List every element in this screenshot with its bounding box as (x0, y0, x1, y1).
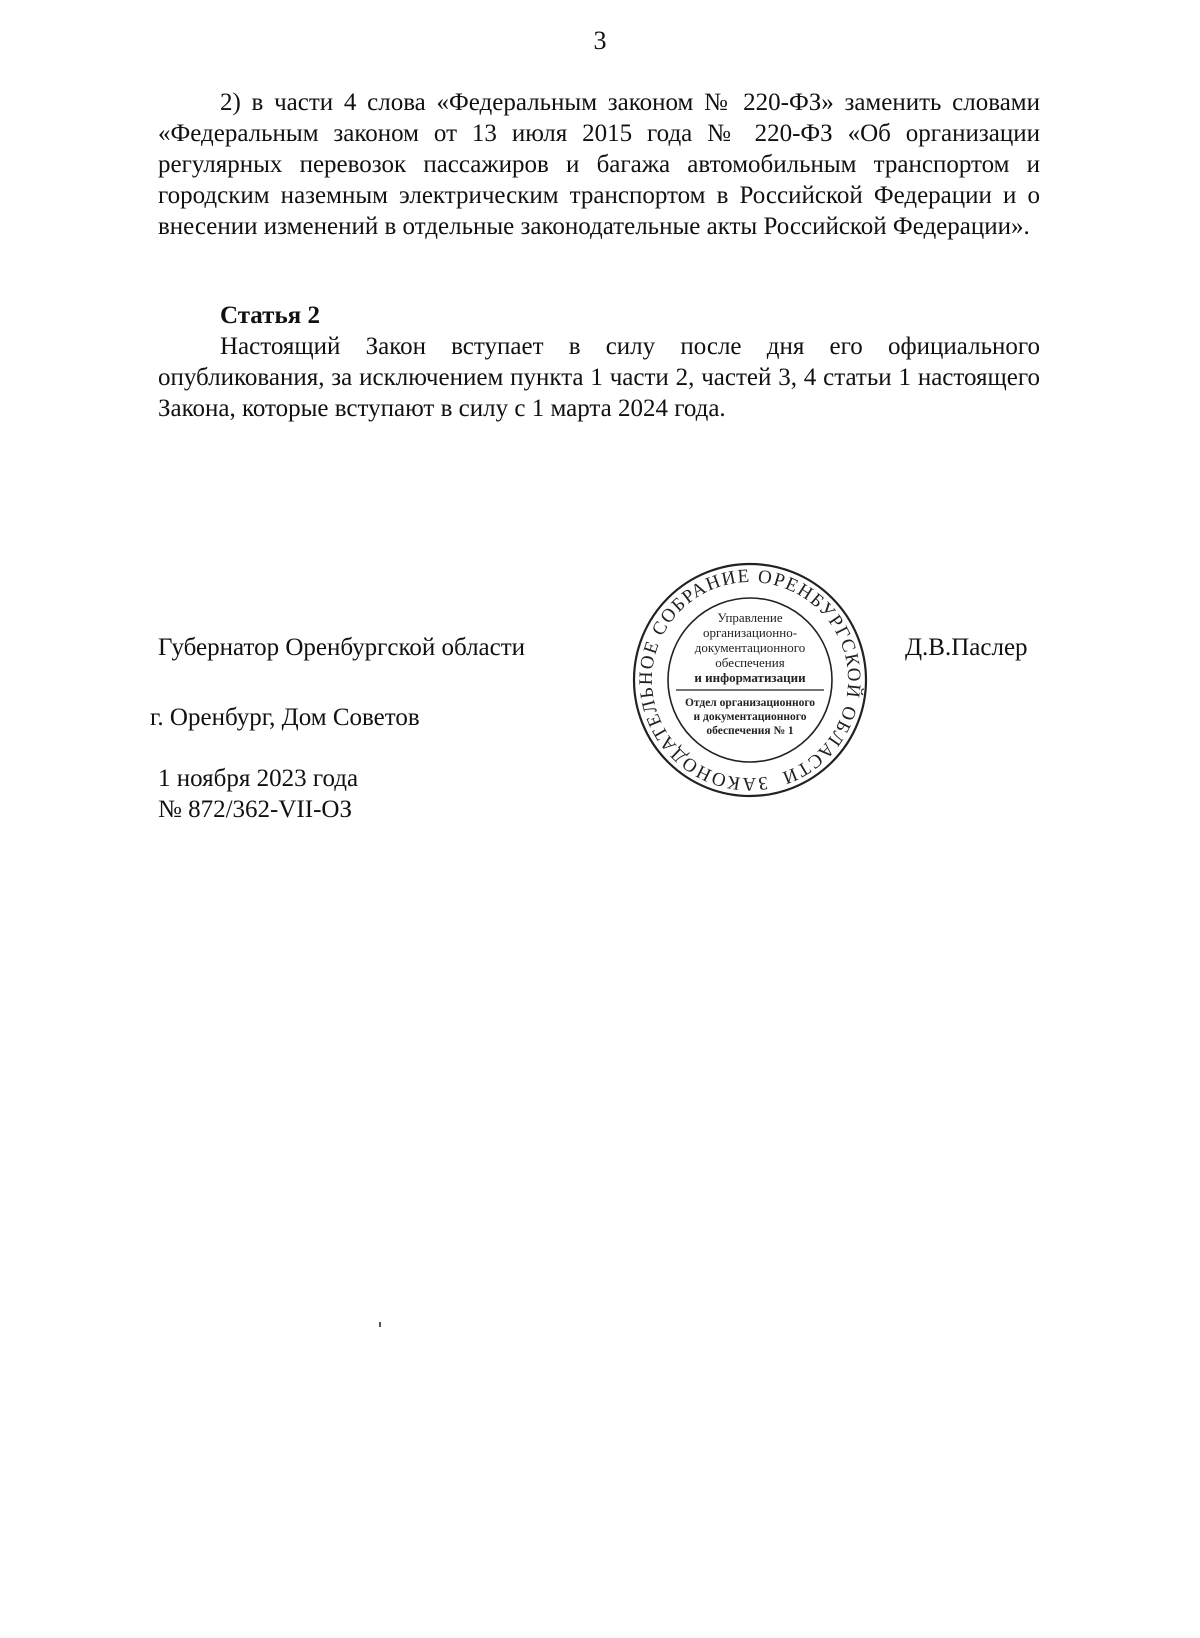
amendment-block (158, 87, 1040, 242)
article-title: Статья 2 (220, 302, 320, 329)
stamp-line-8: обеспечения № 1 (706, 725, 794, 737)
stamp-ring-text: ЗАКОНОДАТЕЛЬНОЕ СОБРАНИЕ ОРЕНБУРГСКОЙ ОБЛАСТИ (635, 565, 865, 795)
stamp-line-4: обеспечения (715, 655, 785, 670)
stamp-line-2: организационно- (702, 625, 798, 640)
signing-place: г. Оренбург, Дом Советов (150, 704, 420, 731)
stamp-line-3: документационного (694, 640, 806, 655)
page-number: 3 (593, 26, 607, 55)
scan-speck (379, 1322, 381, 1327)
stamp-line-1: Управление (717, 610, 783, 625)
amendment-paragraph: 2) в части 4 слова «Федеральным законом № 220-ФЗ» заменить словами «Федеральным законом от 13 июля 2015 года № 220-ФЗ «Об организации регулярных перевозок пассажиров и багажа автомобильным транспортом и городским наземным электрическим транспортом в Российской Федерации и о внесении изменений в отдельные законодательные акты Российской Федерации». (158, 89, 1040, 240)
article-text: Настоящий Закон вступает в силу после дня его официального опубликования, за исключением пункта 1 части 2, частей 3, 4 статьи 1 настоящего Закона, которые вступают в силу с 1 марта 2024 года. (158, 333, 1040, 422)
governor-title: Губернатор Оренбургской области (158, 634, 526, 661)
stamp-line-7: и документационного (693, 711, 807, 723)
signing-date: 1 ноября 2023 года (158, 765, 359, 792)
law-number: № 872/362-VII-ОЗ (158, 796, 352, 823)
article-2 (158, 300, 1040, 424)
official-stamp (630, 560, 870, 800)
governor-name: Д.В.Паслер (905, 634, 1028, 661)
stamp-line-6: Отдел организационного (684, 697, 816, 709)
stamp-line-5: и информатизации (694, 670, 806, 685)
